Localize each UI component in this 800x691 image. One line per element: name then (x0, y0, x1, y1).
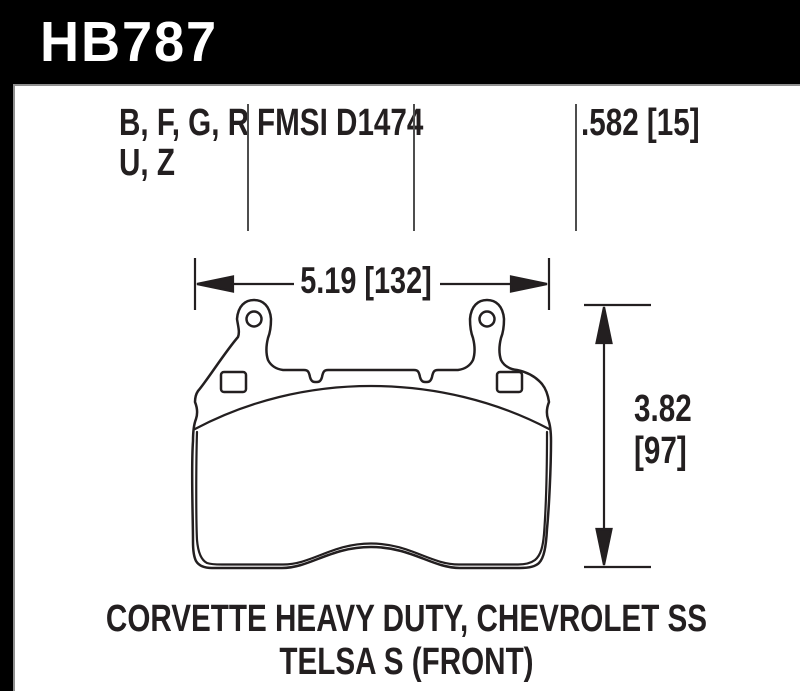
compound-codes-line1: B, F, G, R (119, 102, 250, 144)
application-line2: TELSA S (FRONT) (279, 641, 534, 683)
vehicle-application (100, 598, 714, 684)
pad-thickness: .582 [15] (581, 102, 700, 144)
compound-codes (119, 103, 249, 183)
application-line1: CORVETTE HEAVY DUTY, CHEVROLET SS (105, 598, 708, 640)
compound-codes-line2: U, Z (119, 142, 175, 184)
fmsi-number: FMSI D1474 (257, 102, 424, 144)
pad-height-metric: [97] (634, 430, 687, 472)
part-number-label: HB787 (40, 10, 219, 74)
pad-height-dimension-label (634, 388, 692, 472)
pad-width-dimension-label: 5.19 [132] (300, 260, 432, 301)
pad-height-value: 3.82 (634, 388, 692, 430)
